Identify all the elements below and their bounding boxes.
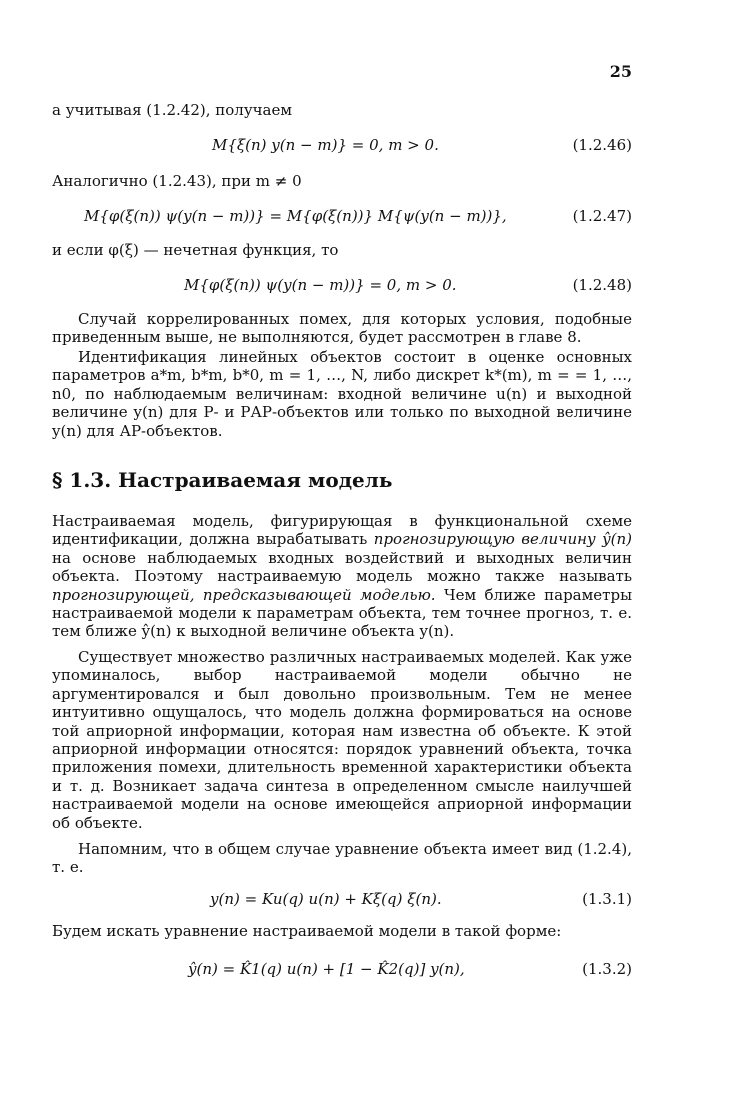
- emphasis: прогнозирующей, предсказывающей моделью.: [52, 585, 436, 604]
- equation-expression: y(n) = Ku(q) u(n) + Kξ(q) ξ(n).: [210, 890, 442, 908]
- text-span: Настраиваемая модель, фигурирующая в функциональной схеме идентификации, должна вырабатывать: [52, 512, 632, 549]
- text-span: на основе наблюдаемых входных воздействий и выходных величин объекта. Поэтому настраиваемую модель можно также называть: [52, 548, 632, 586]
- page-number: 25: [609, 62, 632, 81]
- equation-number: (1.2.48): [572, 276, 632, 294]
- equation-number: (1.2.47): [572, 207, 632, 225]
- paragraph: Напомним, что в общем случае уравнение объекта имеет вид (1.2.4), т. е.: [52, 840, 632, 877]
- equation-number: (1.3.2): [582, 960, 632, 978]
- paragraph: Случай коррелированных помех, для которых условия, подобные приведенным выше, не выполняются, будет рассмотрен в главе 8.: [52, 310, 632, 347]
- text-span: Чем ближе параметры настраиваемой модели к параметрам объекта, тем точнее прогноз, т. е. тем ближе ŷ(n) к выходной величине объекта y(n).: [52, 585, 633, 641]
- equation-number: (1.2.46): [572, 136, 632, 154]
- equation-expression: M{ξ(n) y(n − m)} = 0, m > 0.: [212, 136, 439, 154]
- equation-expression: M{φ(ξ(n)) ψ(y(n − m))} = M{φ(ξ(n))} M{ψ(y(n − m))},: [84, 207, 507, 225]
- equation-1-2-48: [52, 274, 632, 296]
- text-line: Аналогично (1.2.43), при m ≠ 0: [52, 172, 302, 190]
- equation-number: (1.3.1): [582, 890, 632, 908]
- equation-1-2-47: [52, 205, 632, 227]
- emphasis: прогнозирующую величину ŷ(n): [373, 530, 632, 549]
- equation-1-2-46: [52, 134, 632, 156]
- section-heading: § 1.3. Настраиваемая модель: [52, 468, 393, 492]
- equation-expression: ŷ(n) = K̂1(q) u(n) + [1 − K̂2(q)] y(n),: [188, 960, 465, 978]
- paragraph: Идентификация линейных объектов состоит в оценке основных параметров a*m, b*m, b*0, m = 1, …, N, либо дискрет k*(m), m = = 1, …, n0, по наблюдаемым величинам: входной величине u(n) и выходной величине y(n) для Р- и РАР-объектов или только по выходной величине y(n) для АР-объектов.: [52, 348, 632, 440]
- equation-expression: M{φ(ξ(n)) ψ(y(n − m))} = 0, m > 0.: [184, 276, 457, 294]
- paragraph: Существует множество различных настраиваемых моделей. Как уже упоминалось, выбор настраиваемой модели обычно не аргументировался и был довольно произвольным. Тем не менее интуитивно ощущалось, что модель должна формироваться на основе той априорной информации, которая нам известна об объекте. К этой априорной информации относятся: порядок уравнений объекта, точка приложения помехи, длительность временной характеристики объекта и т. д. Возникает задача синтеза в определенном смысле наилучшей настраиваемой модели на основе имеющейся априорной информации об объекте.: [52, 648, 632, 832]
- equation-1-3-1: [52, 888, 632, 910]
- text-line: и если φ(ξ) — нечетная функция, то: [52, 241, 339, 259]
- equation-1-3-2: [52, 958, 632, 980]
- text-line: Будем искать уравнение настраиваемой модели в такой форме:: [52, 922, 562, 940]
- paragraph: [52, 512, 632, 641]
- text-line: а учитывая (1.2.42), получаем: [52, 101, 293, 119]
